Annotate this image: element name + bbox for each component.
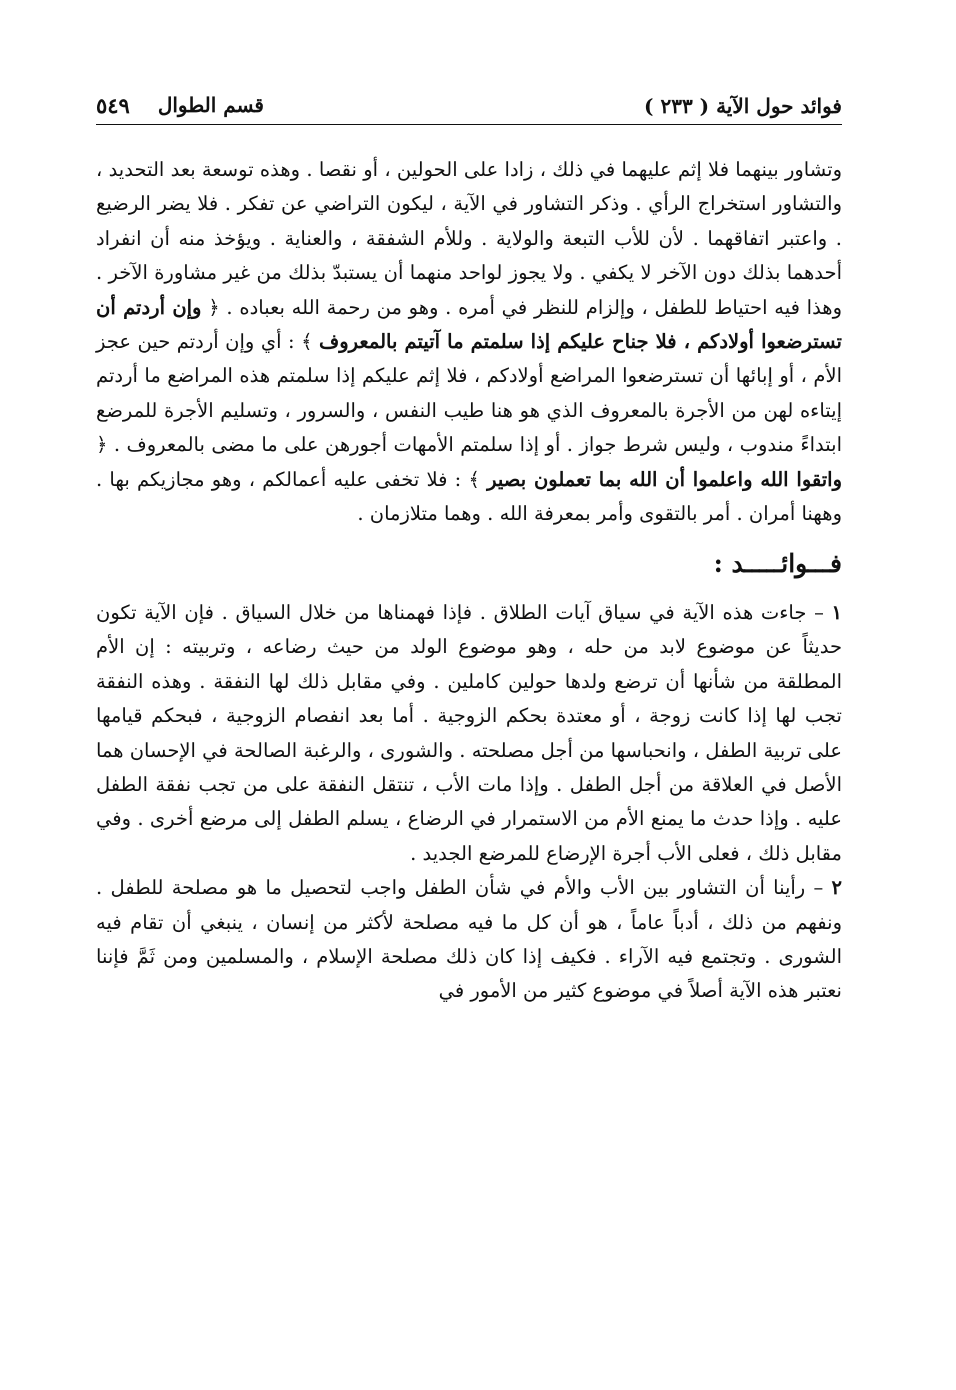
benefit-number: ٢ xyxy=(831,876,842,900)
verse-close-bracket: ﴾ xyxy=(301,330,313,354)
intro-paragraph xyxy=(96,153,842,531)
quran-verse-1: وإن أردتم أن تسترضعوا أولادكم ، فلا جناح عليكم إذا سلمتم ما آتيتم بالمعروف xyxy=(96,295,842,354)
header-section-label: قسم الطوال xyxy=(157,93,264,117)
intro-text-2: : أي وإن أردتم حين عجز الأم ، أو إبائها أن تسترضعوا المراضع أولادكم ، فلا إثم عليكم إذا سلمتم هذه المراضع ما أردتم إيتاءه لهن من الأجرة بالمعروف الذي هو هنا طيب النفس ، والسرور ، وتسليم الأجرة للمرضع ابتداءً مندوب ، وليس شرط جواز . أو إذا سلمتم الأمهات أجورهن على ما مضى بالمعروف . xyxy=(96,330,842,457)
verse-open-bracket-2: ﴿ xyxy=(96,433,108,457)
verse-open-bracket: ﴿ xyxy=(208,295,220,319)
header-chapter-title: فوائد حول الآية ( ٢٣٣ ) xyxy=(644,94,842,118)
page-number: ٥٤٩ xyxy=(96,93,130,118)
running-header xyxy=(96,80,842,125)
intro-text-1: وتشاور بينهما فلا إثم عليهما في ذلك ، زادا على الحولين ، أو نقصا . وهذه توسعة بعد التحديد ، والتشاور استخراج الرأي . وذكر التشاور في الآية ، ليكون التراضي عن تفكر . فلا يضر الرضيع . واعتبر اتفاقهما . لأن للأب التبعة والولاية . وللأم الشفقة ، والعناية . ويؤخذ منه أن انفراد أحدهما بذلك دون الآخر لا يكفي . ولا يجوز لواحد منهما أن يستبدّ بذلك من غير مشاورة الآخر . وهذا فيه احتياط للطفل ، وإلزام للنظر في أمره . وهو من رحمة الله بعباده . xyxy=(96,158,843,319)
benefits-heading: فـــوائـــــد : xyxy=(713,549,842,579)
benefit-item-2 xyxy=(96,871,842,1009)
benefit-text: – جاءت هذه الآية في سياق آيات الطلاق . فإذا فهمناها من خلال السياق . فإن الآية تكون حديثاً عن موضوع لابد من حله ، وهو موضوع الولد من حيث رضاعه ، وتربيته : إن الأم المطلقة من شأنها أن ترضع ولدها حولين كاملين . وفي مقابل ذلك لها النفقة . وهذه النفقة تجب لها إذا كانت زوجة ، أو معتدة بحكم الزوجية . أما بعد انفصام الزوجية ، فبحكم قيامها على تربية الطفل ، وانحباسها من أجل مصلحته . والشورى ، والرغبة الصالحة في الإحسان هما الأصل في العلاقة من أجل الطفل . وإذا مات الأب ، تنتقل النفقة على من تجب نفقة الطفل عليه . وإذا حدث ما يمنع الأم من الاستمرار في الرضاع ، يسلم الطفل إلى مرضع أخرى . وفي مقابل ذلك ، فعلى الأب أجرة الإرضاع للمرضع الجديد . xyxy=(96,600,842,865)
page-body xyxy=(96,153,842,1009)
book-page xyxy=(96,80,842,1009)
intro-text-3: : فلا تخفى عليه أعمالكم ، وهو مجازيكم بها . وههنا أمران . أمر بالتقوى وأمر بمعرفة الله . وهما متلازمان . xyxy=(96,467,842,526)
quran-verse-2: واتقوا الله واعلموا أن الله بما تعملون بصير xyxy=(487,467,843,491)
benefit-item-1 xyxy=(96,596,842,871)
benefit-text: – رأينا أن التشاور بين الأب والأم في شأن الطفل واجب لتحصيل ما هو مصلحة للطفل . ونفهم من ذلك ، أدباً عاماً ، هو أن كل ما فيه مصلحة لأكثر من إنسان ، ينبغي أن تقام فيه الشورى . وتجتمع فيه الآراء . فكيف إذا كان ذلك مصلحة الإسلام ، والمسلمين ومن ثَمَّ فإننا نعتبر هذه الآية أصلاً في موضوع كثير من الأمور في xyxy=(96,876,842,1003)
verse-close-bracket-2: ﴾ xyxy=(468,467,480,491)
header-left-group xyxy=(96,93,264,118)
benefit-number: ١ xyxy=(831,600,843,624)
